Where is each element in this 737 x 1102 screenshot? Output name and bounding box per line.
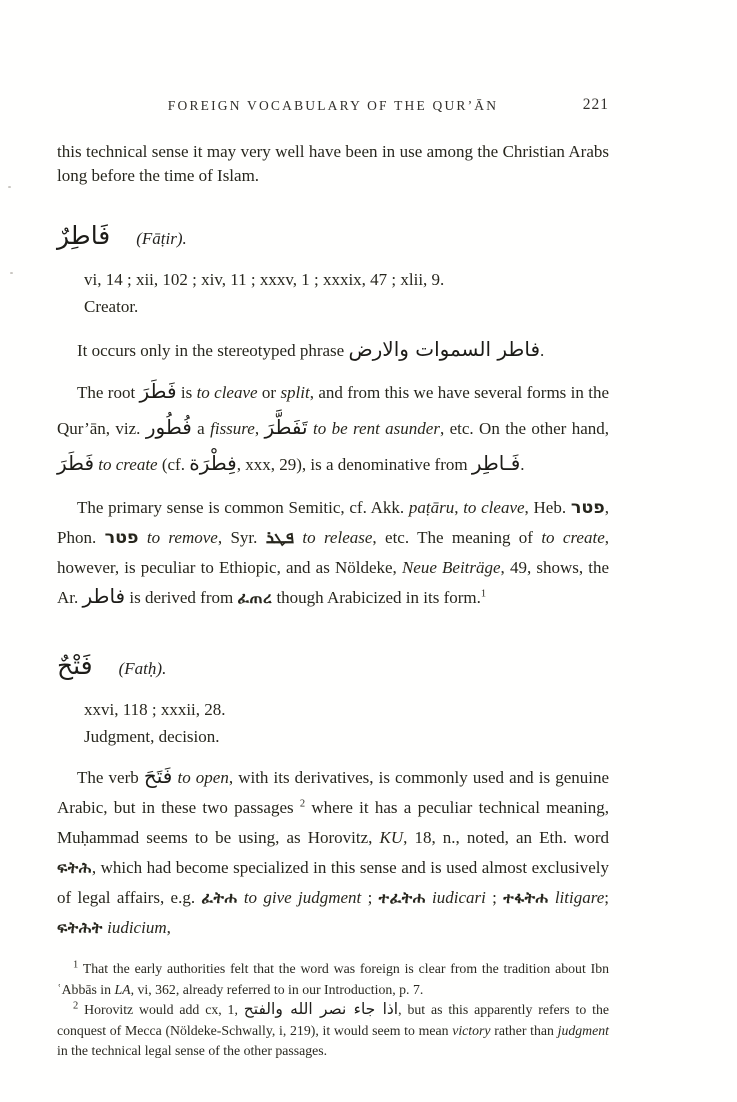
- headword-arabic: فَتْحٌ: [57, 651, 93, 680]
- entry-fath: [57, 651, 609, 943]
- entry-paragraph: It occurs only in the stereotyped phrase فاطر السموات والارض.: [77, 337, 545, 361]
- text-column: [57, 0, 609, 1062]
- running-head-title: FOREIGN VOCABULARY OF THE QUR’ĀN: [167, 98, 499, 113]
- running-header: [57, 98, 609, 114]
- entry-gloss: Creator.: [84, 297, 139, 316]
- entry-references: vi, 14 ; xii, 102 ; xiv, 11 ; xxxv, 1 ; xxxix, 47 ; xlii, 9.: [84, 270, 445, 289]
- continuation-paragraph: this technical sense it may very well have been in use among the Christian Arabs long before the time of Islam.: [57, 142, 609, 185]
- entry-paragraph: The root فَطَرَ is to cleave or split, and from this we have several forms in the Qur’ān, viz. فُطُور a fissure, تَفَطَّرَ to be rent asunder, etc. On the other hand, فَطَرَ to create (cf. فِطْرَة, xxx, 29), is a denominative from فَـاطِر.: [57, 379, 609, 475]
- entry-paragraph: The primary sense is common Semitic, cf. Akk. paṭāru, to cleave, Heb. פטר, Phon. פטר to remove, Syr. ܦܛܪ to release, etc. The meaning of to create, however, is peculiar to Ethiopic, and as Nöldeke, Neue Beiträge, 49, shows, the Ar. فاطر is derived from ፈጠረ though Arabicized in its form.$^1$: [57, 498, 609, 608]
- entry-headword-line: [57, 221, 609, 251]
- entry-fatir: [57, 221, 609, 613]
- footnote-2: $^2$ Horovitz would add cx, 1, اذا جاء نصر الله والفتح, but as this apparently refers to the conquest of Mecca (Nöldeke-Schwally, i, 219), it would seem to mean victory rather than judgment in the technical legal sense of the other passages.: [57, 1000, 609, 1058]
- entry-paragraph: The verb فَتَحَ to open, with its derivatives, is commonly used and is genuine Arabic, but in these two passages $^2$ where it has a peculiar technical meaning, Muḥammad seems to be using, as Horovitz, KU, 18, n., noted, an Eth. word ፍትሕ, which had become specialized in this sense and is used almost exclusively of legal affairs, e.g. ፈትሐ to give judgment ; ተፈትሐ iudicari ; ተፋትሐ litigare; ፍትሕት iudicium,: [57, 764, 610, 937]
- headword-transliteration: (Fāṭir).: [136, 229, 187, 248]
- page-number: 221: [582, 96, 609, 113]
- entry-references: xxvi, 118 ; xxxii, 28.: [84, 700, 226, 719]
- headword-transliteration: (Fatḥ).: [118, 659, 167, 678]
- scan-speck: [10, 272, 13, 274]
- footnote-1: $^1$ That the early authorities felt that the word was foreign is clear from the tradition about Ibn ʿAbbās in LA, vi, 362, already referred to in our Introduction, p. 7.: [57, 959, 609, 997]
- entry-headword-line: [57, 651, 609, 681]
- footnotes: [57, 959, 609, 1062]
- scan-speck: [8, 186, 11, 188]
- headword-arabic: فَاطِرٌ: [57, 221, 111, 250]
- entry-gloss: Judgment, decision.: [84, 727, 220, 746]
